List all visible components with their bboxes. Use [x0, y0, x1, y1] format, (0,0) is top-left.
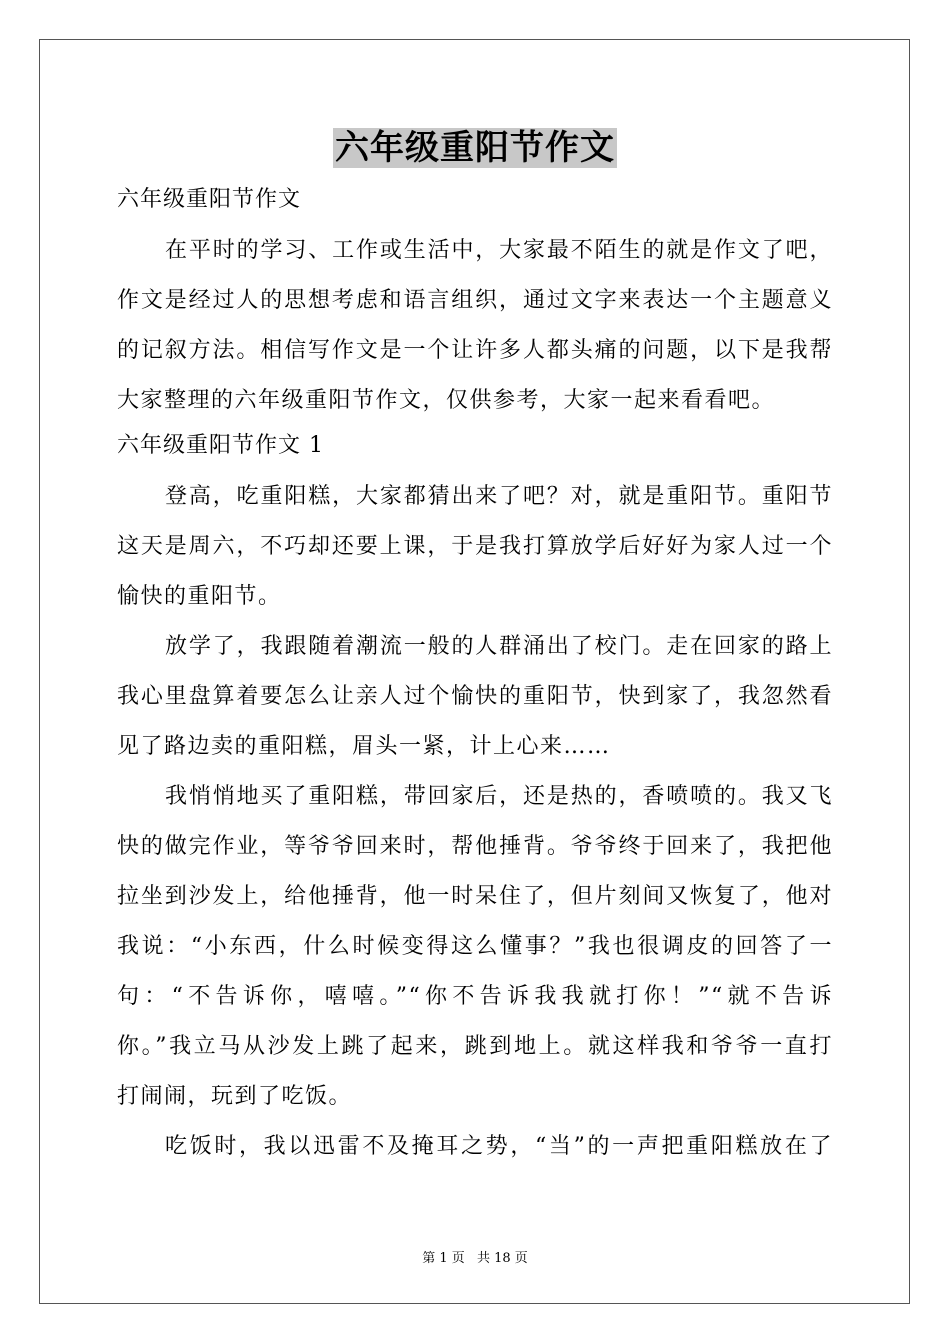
paragraph-line: 大家整理的六年级重阳节作文，仅供参考，大家一起来看看吧。 — [117, 388, 776, 413]
paragraph-line: 作文是经过人的思想考虑和语言组织，通过文字来表达一个主题意义 — [117, 288, 833, 313]
document-body — [117, 180, 833, 1172]
page-number: 第 1 页 — [422, 1251, 465, 1266]
paragraph-line: 我心里盘算着要怎么让亲人过个愉快的重阳节，快到家了，我忽然看 — [117, 684, 833, 709]
document-title: 六年级重阳节作文 — [335, 128, 615, 168]
paragraph-line: 这天是周六，不巧却还要上课，于是我打算放学后好好为家人过一个 — [117, 534, 833, 559]
paragraph-line: 打闹闹，玩到了吃饭。 — [117, 1084, 353, 1109]
title-container — [0, 128, 950, 168]
paragraph-line: 我说：“小东西，什么时候变得这么懂事？”我也很调皮的回答了一 — [117, 934, 833, 959]
paragraph-line: 见了路边卖的重阳糕，眉头一紧，计上心来…… — [117, 734, 611, 759]
paragraph-line: 吃饭时，我以迅雷不及掩耳之势，“当”的一声把重阳糕放在了 — [165, 1134, 833, 1159]
total-pages: 共 18 页 — [476, 1251, 528, 1266]
paragraph-line: 快的做完作业，等爷爷回来时，帮他捶背。爷爷终于回来了，我把他 — [117, 834, 833, 859]
page-footer — [0, 1247, 950, 1266]
paragraph-line: 句：“不告诉你，嘻嘻。”“你不告诉我我就打你！”“就不告诉 — [117, 984, 833, 1009]
paragraph-line: 在平时的学习、工作或生活中，大家最不陌生的就是作文了吧， — [165, 238, 833, 263]
paragraph-line: 的记叙方法。相信写作文是一个让许多人都头痛的问题，以下是我帮 — [117, 338, 833, 363]
paragraph-line: 我悄悄地买了重阳糕，带回家后，还是热的，香喷喷的。我又飞 — [165, 784, 833, 809]
subheading: 六年级重阳节作文 — [117, 187, 302, 212]
paragraph-line: 你。”我立马从沙发上跳了起来，跳到地上。就这样我和爷爷一直打 — [117, 1034, 833, 1059]
paragraph-line: 登高，吃重阳糕，大家都猜出来了吧？对，就是重阳节。重阳节 — [165, 484, 833, 509]
paragraph-line: 放学了，我跟随着潮流一般的人群涌出了校门。走在回家的路上 — [165, 634, 833, 659]
section-heading: 六年级重阳节作文 1 — [117, 433, 324, 458]
paragraph-line: 愉快的重阳节。 — [117, 584, 282, 609]
paragraph-line: 拉坐到沙发上，给他捶背，他一时呆住了，但片刻间又恢复了，他对 — [117, 884, 833, 909]
